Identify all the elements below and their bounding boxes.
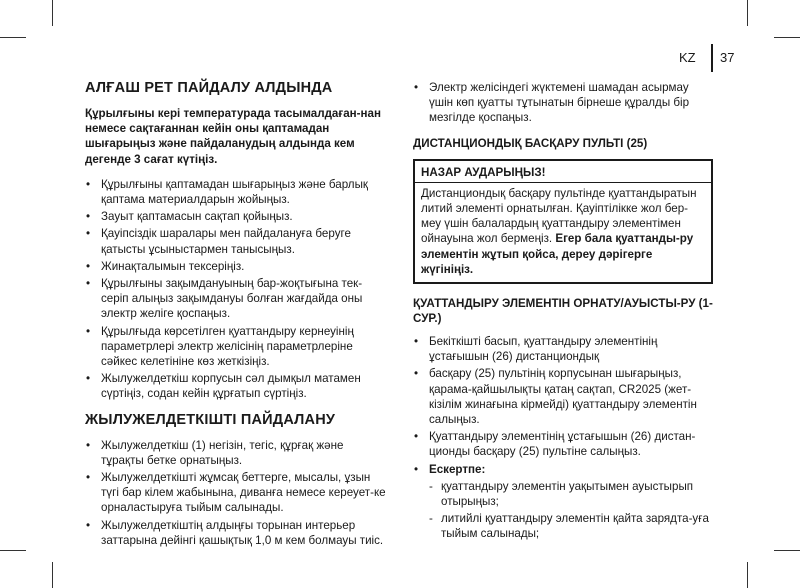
note-subitem: - қуаттандыру элементін уақытымен ауыстырып отырыңыз; xyxy=(413,479,713,509)
first-use-list xyxy=(85,177,387,402)
crop-mark xyxy=(774,550,800,551)
left-column xyxy=(85,80,387,550)
warning-box xyxy=(413,159,713,284)
crop-mark xyxy=(747,0,748,26)
list-item: • Зауыт қаптамасын сақтап қойыңыз. xyxy=(85,209,387,224)
crop-mark xyxy=(0,550,26,551)
usage-list xyxy=(85,438,387,548)
battery-list xyxy=(413,334,713,542)
remote-control-title: ДИСТАНЦИОНДЫҚ БАСҚАРУ ПУЛЬТІ (25) xyxy=(413,136,648,150)
warning-title: НАЗАР АУДАРЫҢЫЗ! xyxy=(421,165,546,179)
list-item: • Жинақталымын тексеріңіз. xyxy=(85,259,387,274)
list-item: • Жылужелдеткіш (1) негізін, тегіс, құрғақ және тұрақты бетке орнатыңыз. xyxy=(85,438,387,468)
list-item: • Бекіткішті басып, қуаттандыру элементінің ұстағышын (26) дистанциондық xyxy=(413,334,713,364)
list-item: • Жылужелдеткішті жұмсақ беттерге, мысалы, ұзын түгі бар кілем жабынына, диванға немесе кереует-ке орналастыруға тыйым салынады. xyxy=(85,470,387,516)
right-column xyxy=(413,80,713,544)
list-item: • Құрылғыны қаптамадан шығарыңыз және барлық қаптама материалдарын жойыңыз. xyxy=(85,177,387,207)
list-item: • Қуаттандыру элементінің ұстағышын (26) дистан-ционды басқару (25) пультіне салыңыз. xyxy=(413,429,713,459)
warning-divider xyxy=(415,182,711,183)
continued-list xyxy=(413,80,713,126)
crop-mark xyxy=(52,0,53,26)
section-title-usage: ЖЫЛУЖЕЛДЕТКІШТІ ПАЙДАЛАНУ xyxy=(85,411,336,428)
crop-mark xyxy=(52,562,53,588)
list-item: • Құрылғыны зақымдануының бар-жоқтығына тек-серіп алыңыз зақымдануы болған жағдайда оны электр желіге қоспаңыз. xyxy=(85,276,387,322)
list-item: • Құрылғыда көрсетілген қуаттандыру кернеуінің параметрлері электр желісінің параметрлеріне сәйкес келетініне көз жеткізіңіз. xyxy=(85,324,387,370)
battery-section-title: ҚУАТТАНДЫРУ ЭЛЕМЕНТІН ОРНАТУ/АУЫСТЫ-РУ (1-СУР.) xyxy=(413,297,713,326)
list-item: • Қауіпсіздік шаралары мен пайдалануға беруге қатысты ұсыныстармен танысыңыз. xyxy=(85,226,387,256)
list-item: • Жылужелдеткіш корпусын сәл дымқыл матамен сүртіңіз, содан кейін құрғатып сүртіңіз. xyxy=(85,371,387,401)
note-label: Ескертпе: xyxy=(429,462,486,476)
page-number: 37 xyxy=(720,50,735,65)
section-title-first-use: АЛҒАШ РЕТ ПАЙДАЛУ АЛДЫНДА xyxy=(85,80,333,96)
list-item: • Жылужелдеткіштің алдыңғы торынан интерьер заттарына дейінгі қашықтық 1,0 м кем болмауы тиіс. xyxy=(85,518,387,548)
warning-text: Дистанциондық басқару пультінде қуаттандыратын литий элементі орнатылған. Қауіптілікке жол бер-меу үшін балалардың қуаттандыру элементімен ойнауына жол бермеңіз. xyxy=(421,186,697,246)
warning-bold-text: Егер бала қуаттанды-ру элементін жұтып қойса, дереу дәрігерге жүгініңіз. xyxy=(421,232,694,276)
crop-mark xyxy=(747,562,748,588)
note-item xyxy=(413,462,713,477)
crop-mark xyxy=(774,37,800,38)
list-item: • Электр желісіндегі жүктемені шамадан асырмау үшін көп қуатты тұтынатын бірнеше құралды бір мезгілде қоспаңыз. xyxy=(413,80,713,126)
first-use-lead: Құрылғыны кері температурада тасымалдаған-нан немесе сақтағаннан кейін оны қаптамадан шығарыңыз және пайдаланудың алдында кем дегенде 3 сағат күтіңіз. xyxy=(85,107,381,166)
crop-mark xyxy=(0,37,26,38)
header-divider xyxy=(711,44,713,72)
language-code: KZ xyxy=(679,50,696,65)
note-subitem: - литийлі қуаттандыру элементін қайта зарядта-уға тыйым салынады; xyxy=(413,511,713,541)
list-item: • басқару (25) пультінің корпусынан шығарыңыз, қарама-қайшылықты қатаң сақтап, CR2025 (жет-кізілім жинағына кірмейді) қуаттандыру элементін салыңыз. xyxy=(413,366,713,427)
